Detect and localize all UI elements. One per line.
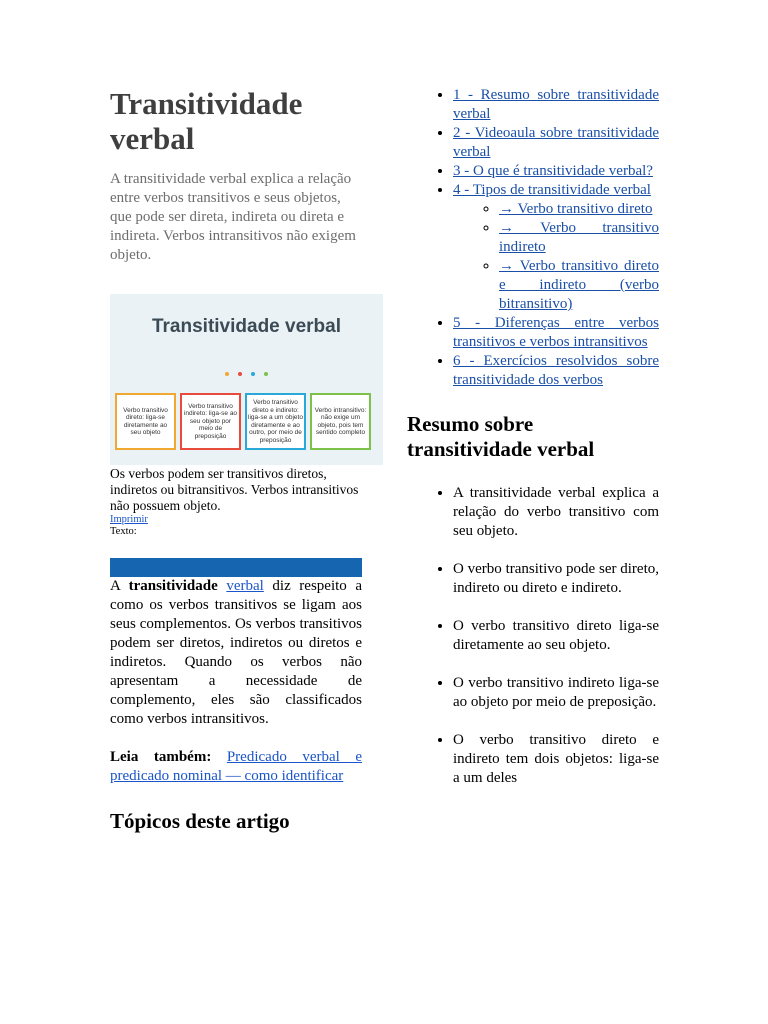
- toc-link-4[interactable]: 4 - Tipos de transitividade verbal: [453, 182, 651, 198]
- toc-sublink-2[interactable]: → Verbo transitivo indireto: [499, 220, 659, 255]
- summary-item: • O verbo transitivo direto e indireto tem dois objetos: liga-se a um deles: [453, 731, 659, 788]
- summary-item: • O verbo transitivo pode ser direto, indireto ou direto e indireto.: [453, 560, 659, 598]
- read-also-link[interactable]: Predicado verbal e predicado nominal — como identificar: [110, 749, 362, 784]
- infographic-box: Verbo transitivo direto: liga-se diretamente ao seu objeto: [115, 393, 176, 450]
- intro-prefix: A: [110, 578, 129, 594]
- dot: [225, 372, 229, 376]
- blue-banner: [110, 558, 362, 577]
- toc-sublink-3[interactable]: → Verbo transitivo direto e indireto (verbo bitransitivo): [499, 258, 659, 312]
- infographic-box: Verbo transitivo direto e indireto: liga-se a um objeto diretamente e ao outro, por meio de preposição: [245, 393, 306, 450]
- infographic-dots: [225, 372, 268, 376]
- toc-subitem: [499, 257, 659, 314]
- toc-link-1[interactable]: 1 - Resumo sobre transitividade verbal: [453, 87, 659, 122]
- toc-sublink-1[interactable]: → Verbo transitivo direto: [499, 201, 653, 217]
- topics-heading: Tópicos deste artigo: [110, 809, 290, 833]
- toc-item: [453, 314, 659, 352]
- toc-item: [453, 352, 659, 390]
- print-link[interactable]: Imprimir: [110, 514, 148, 525]
- dot: [264, 372, 268, 376]
- toc-sublist: [453, 200, 659, 314]
- toc-subitem: [499, 200, 659, 219]
- infographic-box: Verbo intransitivo: não exige um objeto, pois tem sentido completo: [310, 393, 371, 450]
- toc-link-5[interactable]: 5 - Diferenças entre verbos transitivos e verbos intransitivos: [453, 315, 659, 350]
- intro-bold: transitividade: [128, 578, 218, 594]
- page-title: Transitividade verbal: [110, 86, 303, 156]
- summary-item: • A transitividade verbal explica a relação do verbo transitivo com seu objeto.: [453, 484, 659, 541]
- figure-caption: Os verbos podem ser transitivos diretos, indiretos ou bitransitivos. Verbos intransitivos não possuem objeto.: [110, 466, 359, 513]
- intro-paragraph: [110, 577, 362, 729]
- dot: [251, 372, 255, 376]
- table-of-contents: [407, 86, 659, 390]
- infographic-title: Transitividade verbal: [151, 316, 342, 337]
- left-column: [110, 86, 367, 834]
- toc-link-3[interactable]: 3 - O que é transitividade verbal?: [453, 163, 653, 179]
- toc-link-2[interactable]: 2 - Videoaula sobre transitividade verbal: [453, 125, 659, 160]
- summary-list: [407, 484, 659, 788]
- right-column: [407, 86, 659, 807]
- infographic-image: [110, 294, 383, 465]
- read-also: [110, 748, 362, 786]
- intro-rest: diz respeito a como os verbos transitivos se ligam aos seus complementos. Os verbos transitivos podem ser diretos, indiretos ou diretos e indiretos. Quando os verbos não apresentam a necessidade de complemento, eles são classificados como verbos intransitivos.: [110, 578, 363, 727]
- dot: [238, 372, 242, 376]
- toc-item: [453, 181, 659, 314]
- summary-item: • O verbo transitivo indireto liga-se ao objeto por meio de preposição.: [453, 674, 659, 712]
- summary-item: • O verbo transitivo direto liga-se diretamente ao seu objeto.: [453, 617, 659, 655]
- read-also-label: Leia também:: [110, 749, 212, 765]
- lead-paragraph: A transitividade verbal explica a relação entre verbos transitivos e seus objetos, que pode ser direta, indireta ou direta e indireta. Verbos intransitivos não exigem objeto.: [110, 171, 356, 263]
- toc-link-6[interactable]: 6 - Exercícios resolvidos sobre transitividade dos verbos: [453, 353, 659, 388]
- summary-heading: Resumo sobre transitividade verbal: [407, 412, 595, 461]
- infographic-boxes: [115, 393, 371, 450]
- toc-subitem: [499, 219, 659, 257]
- infographic-box: Verbo transitivo indireto: liga-se ao seu objeto por meio de preposição: [180, 393, 241, 450]
- toc-item: [453, 124, 659, 162]
- verbal-link[interactable]: verbal: [226, 578, 264, 594]
- texto-label: Texto:: [110, 526, 137, 537]
- toc-item: [453, 86, 659, 124]
- toc-item: [453, 162, 659, 181]
